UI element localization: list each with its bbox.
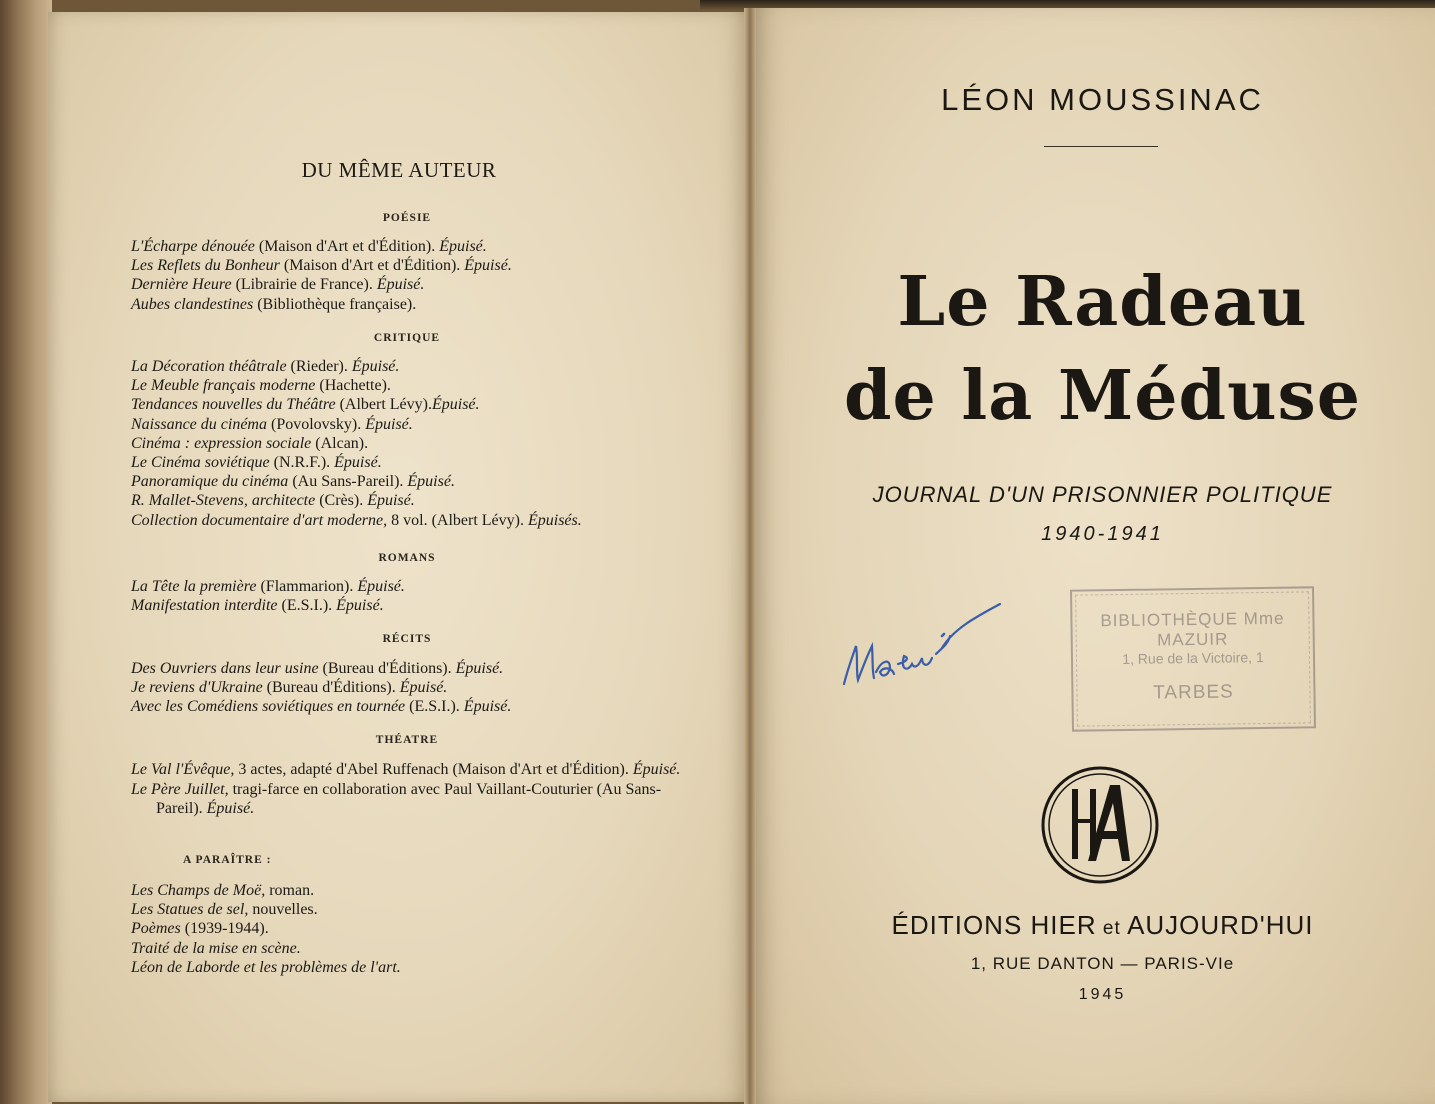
library-stamp: [1070, 586, 1316, 731]
list-item: Le Val l'Évêque, 3 actes, adapté d'Abel Ruffenach (Maison d'Art et d'Édition). Épuisé.: [131, 761, 681, 778]
theatre-list: [131, 760, 686, 819]
title-divider: [1044, 146, 1158, 147]
list-item: Le Meuble français moderne (Hachette).: [131, 377, 391, 395]
book-title-line-1: Le Radeau: [897, 262, 1308, 342]
list-item: R. Mallet-Stevens, architecte (Crès). Épuisé.: [131, 492, 415, 510]
publisher-logo-icon: [1040, 765, 1160, 885]
list-item: La Tête la première (Flammarion). Épuisé.: [131, 578, 405, 595]
publisher-address: 1, RUE DANTON — PARIS-VIe: [970, 954, 1235, 973]
list-item: Collection documentaire d'art moderne, 8 vol. (Albert Lévy). Épuisés.: [131, 511, 582, 529]
book-subtitle: JOURNAL D'UN PRISONNIER POLITIQUE: [872, 482, 1333, 507]
list-item: Le Père Juillet, tragi-farce en collaboration avec Paul Vaillant-Couturier (Au Sans-Pareil). Épuisé.: [131, 781, 662, 818]
stamp-line-2: 1, Rue de la Victoire, 1: [1122, 649, 1264, 667]
list-item: Le Cinéma soviétique (N.R.F.). Épuisé.: [131, 454, 382, 472]
poesie-list: [131, 237, 691, 314]
handwritten-signature: [838, 598, 1008, 698]
list-item: Léon de Laborde et les problèmes de l'art.: [131, 958, 401, 976]
book-cover-edge: [0, 0, 52, 1104]
list-item: Je reviens d'Ukraine (Bureau d'Éditions). Épuisé.: [131, 679, 448, 697]
recits-list: [131, 659, 691, 717]
list-item: Avec les Comédiens soviétiques en tournée (E.S.I.). Épuisé.: [131, 698, 512, 716]
section-romans: ROMANS: [378, 552, 436, 564]
list-item: Les Champs de Moë, roman.: [131, 882, 315, 899]
a-paraitre-list: [131, 881, 691, 977]
list-item: Naissance du cinéma (Povolovsky). Épuisé.: [131, 415, 413, 433]
section-recits: RÉCITS: [382, 633, 432, 645]
stamp-line-3: TARBES: [1153, 681, 1234, 704]
book-years: 1940-1941: [1041, 523, 1164, 545]
list-item: Dernière Heure (Librairie de France). Épuisé.: [131, 276, 425, 294]
section-poesie: POÉSIE: [382, 212, 432, 224]
list-item: Poèmes (1939-1944).: [131, 920, 269, 938]
list-item: Panoramique du cinéma (Au Sans-Pareil). Épuisé.: [131, 473, 455, 491]
list-item: Tendances nouvelles du Théâtre (Albert Lévy).Épuisé.: [131, 396, 480, 414]
list-item: Aubes clandestines (Bibliothèque française).: [131, 295, 417, 313]
section-a-paraitre: A PARAÎTRE :: [183, 854, 272, 866]
list-item: Cinéma : expression sociale (Alcan).: [131, 434, 369, 452]
book-title-line-2: de la Méduse: [843, 356, 1362, 436]
list-item: L'Écharpe dénouée (Maison d'Art et d'Édition). Épuisé.: [131, 238, 487, 255]
list-item: Manifestation interdite (E.S.I.). Épuisé.: [131, 597, 384, 615]
section-critique: CRITIQUE: [373, 332, 441, 344]
list-item: La Décoration théâtrale (Rieder). Épuisé.: [131, 358, 400, 375]
critique-list: [131, 357, 691, 530]
publication-year: 1945: [1078, 986, 1127, 1003]
list-item: Des Ouvriers dans leur usine (Bureau d'Éditions). Épuisé.: [131, 660, 504, 677]
list-item: Traité de la mise en scène.: [131, 939, 301, 957]
stamp-line-1: BIBLIOTHÈQUE Mme MAZUIR: [1100, 608, 1285, 650]
author-name: LÉON MOUSSINAC: [941, 82, 1264, 117]
romans-list: [131, 577, 691, 615]
left-page-heading: DU MÊME AUTEUR: [301, 158, 497, 182]
list-item: Les Statues de sel, nouvelles.: [131, 901, 318, 919]
section-theatre: THÉATRE: [375, 734, 439, 746]
list-item: Les Reflets du Bonheur (Maison d'Art et d'Édition). Épuisé.: [131, 257, 512, 275]
publisher-name: ÉDITIONS HIER et AUJOURD'HUI: [891, 910, 1314, 940]
